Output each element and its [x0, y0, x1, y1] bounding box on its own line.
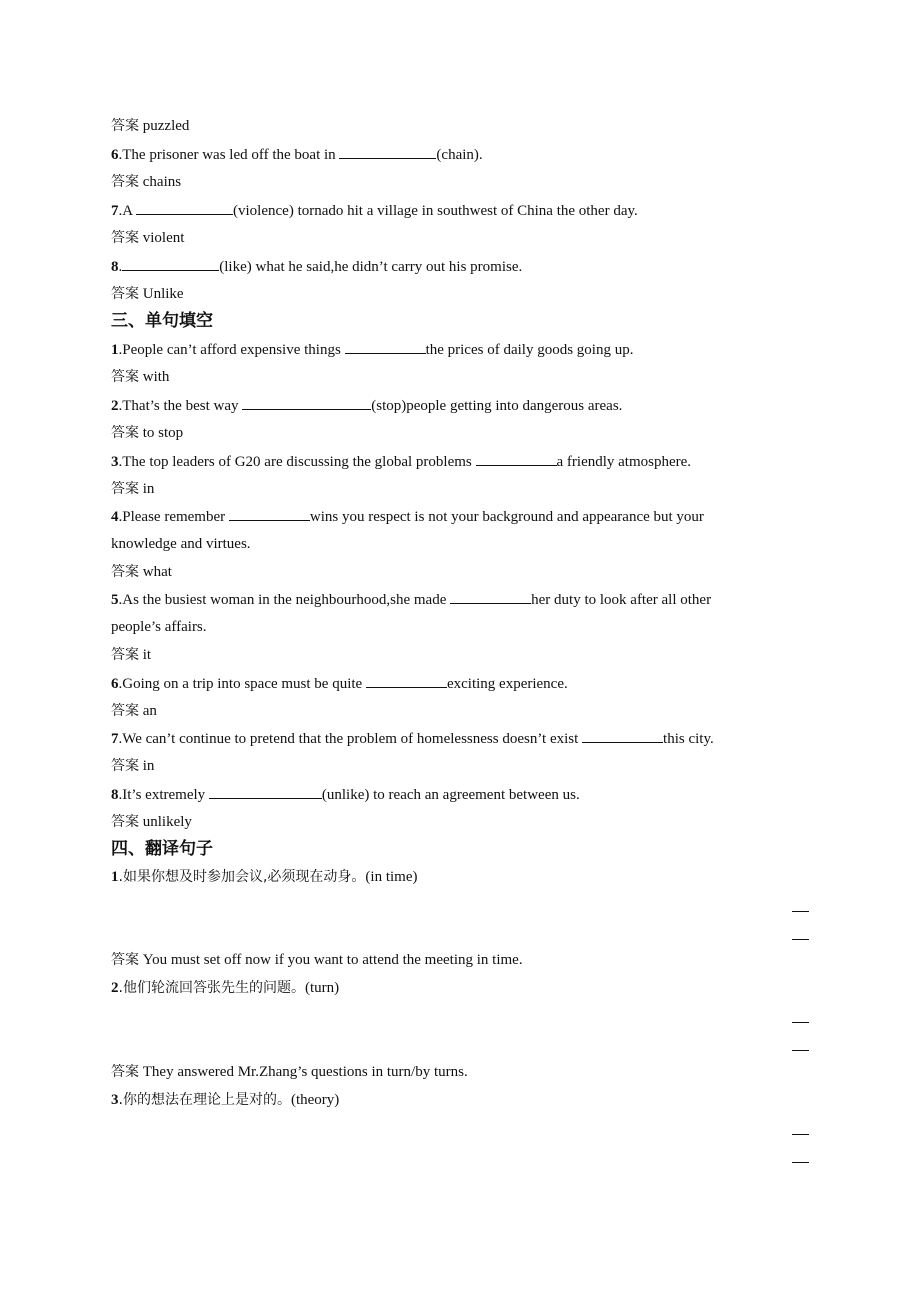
answer-line-3-1: 答案 with	[111, 369, 170, 385]
answer-writing-line[interactable]	[792, 1162, 809, 1163]
question-3-6: 6.Going on a trip into space must be quite exciting experience.	[111, 673, 568, 694]
answer-text: with	[142, 369, 170, 385]
answer-blank[interactable]	[136, 200, 233, 215]
question-3-2: 2.That’s the best way (stop)people getting into dangerous areas.	[111, 395, 622, 416]
section-title-3: 三、单句填空	[111, 311, 213, 331]
answer-blank[interactable]	[209, 784, 322, 799]
answer-text: unlikely	[142, 814, 192, 830]
answer-line-4-2: 答案 They answered Mr.Zhang’s questions in turn/by turns.	[111, 1064, 468, 1080]
question-3-5-continued: people’s affairs.	[111, 619, 207, 635]
answer-blank[interactable]	[366, 673, 447, 688]
answer-line-4-1: 答案 You must set off now if you want to attend the meeting in time.	[111, 952, 523, 968]
answer-text: in	[142, 758, 155, 774]
answer-text: what	[142, 564, 172, 580]
answer-line-3-5: 答案 it	[111, 647, 152, 663]
answer-line-2-6: 答案 chains	[111, 174, 182, 190]
answer-text: it	[142, 647, 152, 663]
answer-blank[interactable]	[242, 395, 371, 410]
answer-blank[interactable]	[582, 728, 663, 743]
answer-blank[interactable]	[345, 339, 426, 354]
answer-blank[interactable]	[339, 144, 436, 159]
question-3-8: 8.It’s extremely (unlike) to reach an agreement between us.	[111, 784, 580, 805]
answer-line-3-4: 答案 what	[111, 564, 172, 580]
answer-text: to stop	[142, 425, 184, 441]
answer-text: an	[142, 703, 157, 719]
answer-writing-line[interactable]	[792, 1050, 809, 1051]
answer-writing-line[interactable]	[792, 1022, 809, 1023]
question-4-1: 1.如果你想及时参加会议,必须现在动身。(in time)	[111, 869, 418, 885]
answer-writing-line[interactable]	[792, 939, 809, 940]
answer-line-2-5: 答案 puzzled	[111, 118, 190, 134]
answer-blank[interactable]	[450, 589, 531, 604]
question-3-1: 1.People can’t afford expensive things the prices of daily goods going up.	[111, 339, 633, 360]
question-2-8: 8. (like) what he said,he didn’t carry out his promise.	[111, 256, 522, 277]
answer-text: puzzled	[142, 118, 190, 134]
question-4-2: 2.他们轮流回答张先生的问题。(turn)	[111, 980, 340, 996]
question-3-4-continued: knowledge and virtues.	[111, 536, 251, 552]
answer-blank[interactable]	[229, 506, 310, 521]
question-4-3: 3.你的想法在理论上是对的。(theory)	[111, 1092, 340, 1108]
answer-text: You must set off now if you want to attend the meeting in time.	[142, 952, 523, 968]
answer-text: Unlike	[142, 286, 184, 302]
answer-text: violent	[142, 230, 185, 246]
answer-blank[interactable]	[476, 451, 557, 466]
answer-line-2-8: 答案 Unlike	[111, 286, 184, 302]
answer-line-3-2: 答案 to stop	[111, 425, 184, 441]
question-3-5: 5.As the busiest woman in the neighbourhood,she made her duty to look after all other	[111, 589, 711, 610]
answer-line-3-6: 答案 an	[111, 703, 157, 719]
answer-blank[interactable]	[122, 256, 219, 271]
answer-writing-line[interactable]	[792, 911, 809, 912]
answer-line-3-7: 答案 in	[111, 758, 155, 774]
answer-text: in	[142, 481, 155, 497]
answer-writing-line[interactable]	[792, 1134, 809, 1135]
answer-line-2-7: 答案 violent	[111, 230, 185, 246]
answer-text: chains	[142, 174, 182, 190]
answer-line-3-3: 答案 in	[111, 481, 155, 497]
question-3-7: 7.We can’t continue to pretend that the problem of homelessness doesn’t exist this city.	[111, 728, 714, 749]
section-title-4: 四、翻译句子	[111, 839, 213, 859]
question-3-3: 3.The top leaders of G20 are discussing the global problems a friendly atmosphere.	[111, 451, 691, 472]
answer-text: They answered Mr.Zhang’s questions in turn/by turns.	[142, 1064, 468, 1080]
answer-line-3-8: 答案 unlikely	[111, 814, 192, 830]
question-3-4: 4.Please remember wins you respect is not your background and appearance but your	[111, 506, 704, 527]
question-2-6: 6.The prisoner was led off the boat in (chain).	[111, 144, 483, 165]
question-2-7: 7.A (violence) tornado hit a village in southwest of China the other day.	[111, 200, 638, 221]
